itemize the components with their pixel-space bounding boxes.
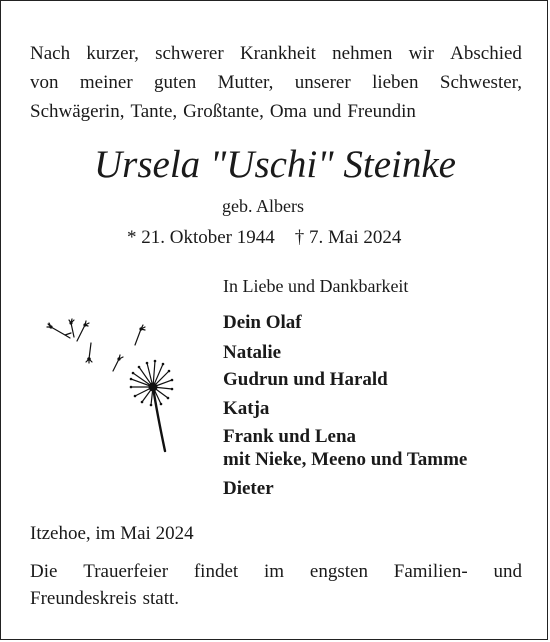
intro-word: von (30, 72, 59, 93)
ceremony-word: und (493, 561, 522, 582)
intro-word: kurzer, (86, 43, 139, 64)
ceremony-word: Die (30, 561, 58, 582)
intro-word: Nach (30, 43, 71, 64)
ceremony-word: Familien- (393, 561, 468, 582)
intro-word: meiner (79, 72, 133, 93)
dandelion-icon (41, 313, 181, 463)
mourner-name: Dieter (223, 478, 274, 499)
ceremony-word: findet (193, 561, 239, 582)
mourner-name: Frank und Lena (223, 426, 357, 447)
intro-word: Freundin (347, 101, 416, 122)
ceremony-word: Trauerfeier (83, 561, 169, 582)
life-dates (127, 225, 401, 251)
ceremony-word: im (264, 561, 285, 582)
intro-word: lieben (372, 72, 419, 93)
intro-word: Mutter, (217, 72, 274, 93)
mourner-name: Katja (223, 398, 270, 419)
intro-word: Schwägerin, (30, 101, 125, 122)
intro-word: und (312, 101, 342, 122)
ceremony-note (30, 558, 522, 612)
ceremony-word: engsten (309, 561, 368, 582)
intro-word: wir (408, 43, 434, 64)
mourner-name: mit Nieke, Meeno und Tamme (223, 449, 468, 470)
ceremony-word: statt. (142, 588, 180, 609)
intro-word: Oma (269, 101, 307, 122)
birth-date: * 21. Oktober 1944 (127, 227, 275, 248)
intro-word: Großtante, (183, 101, 264, 122)
intro-word: schwerer (155, 43, 224, 64)
ceremony-line (30, 585, 522, 612)
mourners-intro: In Liebe und Dankbarkeit (223, 276, 409, 296)
intro-text (30, 39, 522, 126)
intro-word: Tante, (130, 101, 178, 122)
ceremony-line (30, 558, 522, 585)
intro-word: guten (154, 72, 197, 93)
intro-word: nehmen (332, 43, 393, 64)
intro-line (30, 97, 522, 126)
intro-word: unserer (294, 72, 351, 93)
mourner-name: Gudrun und Harald (223, 369, 388, 390)
mourner-name: Natalie (223, 342, 282, 363)
intro-word: Abschied (450, 43, 522, 64)
death-date: † 7. Mai 2024 (294, 227, 402, 248)
ceremony-word: Freundeskreis (30, 588, 137, 609)
mourner-name: Dein Olaf (223, 312, 302, 333)
deceased-name: Ursela "Uschi" Steinke (93, 143, 456, 186)
intro-line (30, 39, 522, 68)
intro-word: Krankheit (239, 43, 316, 64)
birth-name: geb. Albers (222, 196, 304, 216)
place-date: Itzehoe, im Mai 2024 (30, 523, 194, 544)
intro-line (30, 68, 522, 97)
intro-word: Schwester, (439, 72, 522, 93)
